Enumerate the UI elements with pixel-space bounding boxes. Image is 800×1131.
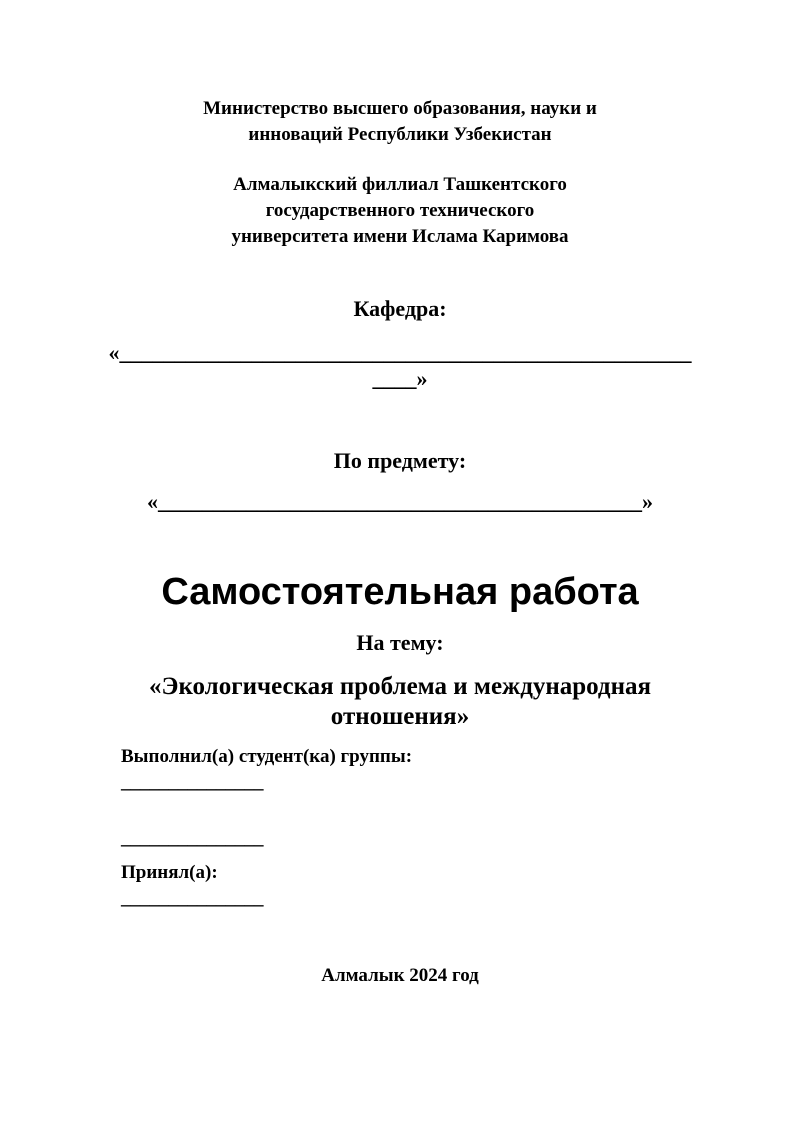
student-blank-line-2: _______________ — [121, 828, 264, 849]
branch-line-2: государственного технического — [265, 200, 535, 221]
subject-blank-line: «____________________________________________» — [147, 489, 653, 514]
place-and-year: Алмалык 2024 год — [321, 965, 479, 986]
branch-line-1: Алмалыкский филлиал Ташкентского — [233, 174, 567, 195]
performed-by-label: Выполнил(а) студент(ка) группы: — [121, 746, 413, 767]
subject-label: По предмету: — [333, 448, 467, 473]
student-blank-line-1: _______________ — [121, 772, 264, 793]
work-title: Самостоятельная работа — [161, 571, 639, 613]
department-blank-line-1: «____________________________________________________ — [108, 340, 692, 365]
branch-line-3: университета имени Ислама Каримова — [231, 226, 569, 247]
accepted-by-label: Принял(а): — [121, 862, 218, 883]
topic-label: На тему: — [356, 630, 444, 655]
department-blank-line-2: ____» — [372, 366, 428, 391]
topic-line-2: отношения» — [330, 703, 470, 730]
ministry-line-1: Министерство высшего образования, науки и — [203, 98, 597, 119]
teacher-blank-line: _______________ — [121, 888, 264, 909]
topic-text — [0, 672, 800, 732]
department-label: Кафедра: — [353, 296, 447, 321]
branch-heading — [0, 172, 800, 250]
ministry-heading — [0, 96, 800, 148]
topic-line-1: «Экологическая проблема и международная — [148, 673, 651, 700]
ministry-line-2: инноваций Республики Узбекистан — [248, 124, 552, 145]
